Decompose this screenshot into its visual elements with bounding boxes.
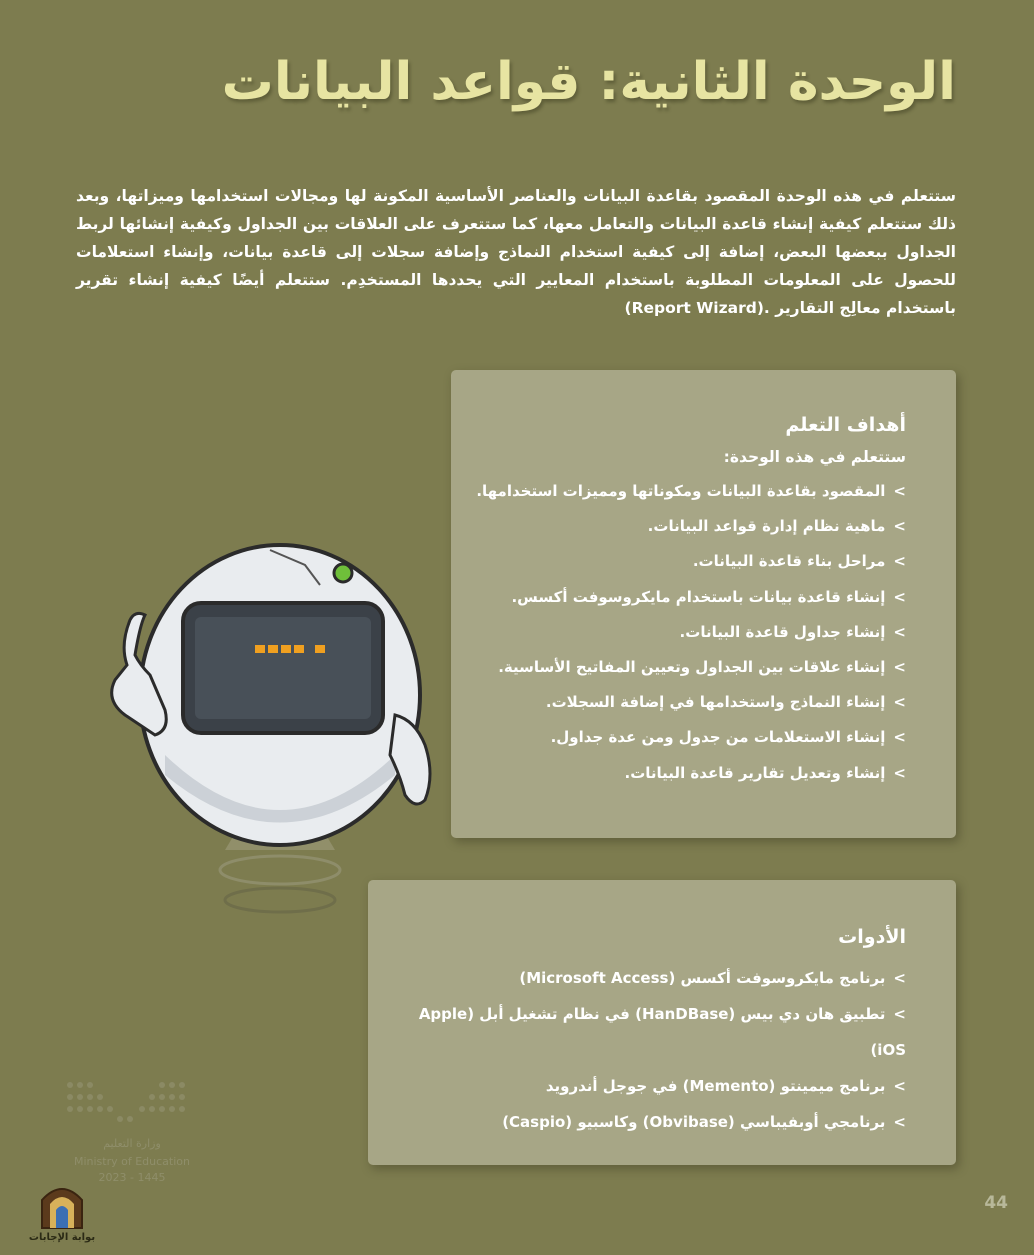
page-number: 44: [984, 1193, 1008, 1213]
tools-heading: الأدوات: [838, 926, 906, 948]
list-item: > إنشاء قاعدة بيانات باستخدام مايكروسوفت أكسس.: [471, 580, 906, 615]
logo-line2: Ministry of Education: [73, 1155, 191, 1168]
gate-label: بوابة الإجابات: [28, 1232, 96, 1243]
intro-term: (Report Wizard).: [624, 299, 770, 317]
list-item: > ماهية نظام إدارة قواعد البيانات.: [471, 509, 906, 544]
list-item: > إنشاء جداول قاعدة البيانات.: [471, 615, 906, 650]
list-item: > برنامج مايكروسوفت أكسس (Microsoft Access): [388, 960, 906, 996]
goals-list: [471, 474, 906, 791]
list-item: > إنشاء الاستعلامات من جدول ومن عدة جداول.: [471, 720, 906, 755]
gate-badge: [22, 1182, 102, 1252]
list-item: > إنشاء وتعديل تقارير قاعدة البيانات.: [471, 756, 906, 791]
logo-line1: وزارة التعليم: [103, 1137, 161, 1150]
learning-goals-panel: [451, 370, 956, 838]
list-item: > المقصود بقاعدة البيانات ومكوناتها ومميزات استخدامها.: [471, 474, 906, 509]
list-item: > برنامجي أوبفيباسي (Obvibase) وكاسبيو (Caspio): [388, 1104, 906, 1140]
intro-paragraph: [76, 182, 956, 322]
tools-panel: [368, 880, 956, 1165]
tools-list: [388, 960, 906, 1140]
list-item: > برنامج ميمينتو (Memento) في جوجل أندرويد: [388, 1068, 906, 1104]
list-item: > إنشاء النماذج واستخدامها في إضافة السجلات.: [471, 685, 906, 720]
logo-line3: 2023 - 1445: [98, 1171, 166, 1184]
goals-lead: ستتعلم في هذه الوحدة:: [723, 448, 906, 466]
robot-illustration: [105, 525, 450, 925]
list-item: > تطبيق هان دي بيس (HanDBase) في نظام تشغيل أبل (Apple iOS): [388, 996, 906, 1068]
intro-text: ستتعلم في هذه الوحدة المقصود بقاعدة البيانات والعناصر الأساسية المكونة لها ومجالات استخدامها وميزاتها، وبعد ذلك ستتعلم كيفية إنشاء قاعدة البيانات والتعامل معها، كما ستتعرف على العلاقات بين الجداول وكيفية إنشائها لربط الجداول ببعضها البعض، إضافة إلى كيفية استخدام النماذج وإضافة سجلات إلى قاعدة بيانات، وإنشاء استعلامات للحصول على المعلومات المطلوبة باستخدام المعايير التي يحددها المستخدِم. ستتعلم أيضًا كيفية إنشاء تقرير باستخدام معالِج التقارير: [76, 187, 956, 317]
gate-icon: [37, 1182, 87, 1230]
list-item: > مراحل بناء قاعدة البيانات.: [471, 544, 906, 579]
goals-heading: أهداف التعلم: [785, 414, 906, 436]
list-item: > إنشاء علاقات بين الجداول وتعيين المفاتيح الأساسية.: [471, 650, 906, 685]
page-title: الوحدة الثانية: قواعد البيانات: [221, 52, 956, 112]
